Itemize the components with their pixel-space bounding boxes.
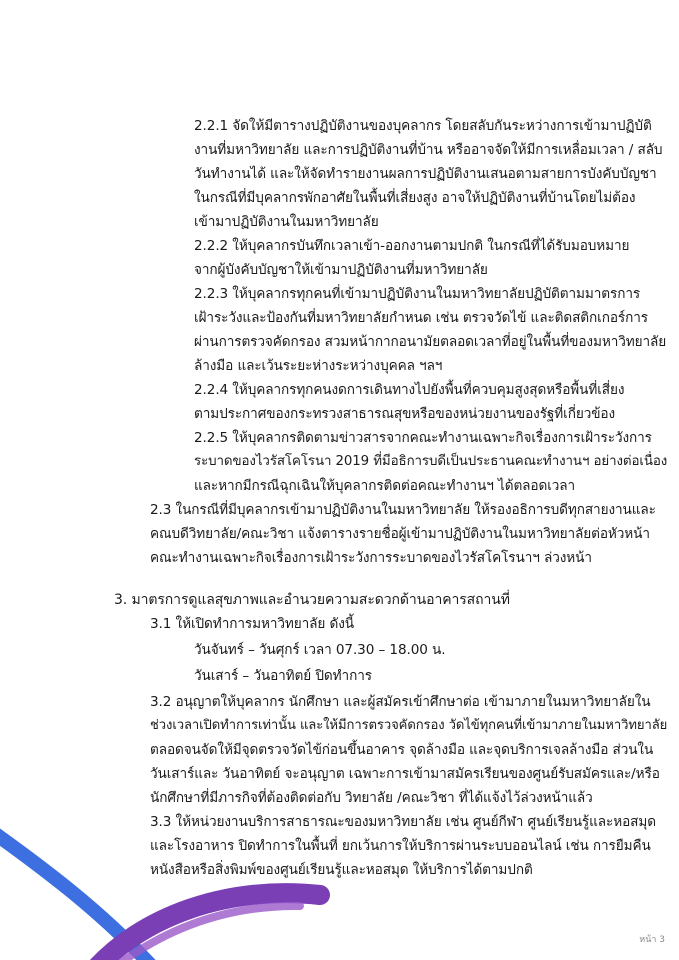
text-line: งานที่มหาวิทยาลัย และการปฏิบัติงานที่บ้าน หรืออาจจัดให้มีการเหลื่อมเวลา / สลับ (194, 142, 663, 158)
text-line: 3.2 อนุญาตให้บุคลากร นักศึกษา และผู้สมัครเข้าศึกษาต่อ เข้ามาภายในมหาวิทยาลัยใน (150, 694, 651, 710)
text-line: 2.3 ในกรณีที่มีบุคลากรเข้ามาปฏิบัติงานในมหาวิทยาลัย ให้รองอธิการบดีทุกสายงานและ (150, 502, 656, 518)
text-line: 2.2.2 ให้บุคลากรบันทึกเวลาเข้า-ออกงานตามปกติ ในกรณีที่ได้รับมอบหมาย (194, 238, 630, 254)
text-line: คณะทำงานเฉพาะกิจเรื่องการเฝ้าระวังการระบาดของไวรัสโคโรนาฯ ล่วงหน้า (150, 550, 592, 566)
swoosh-violet-stroke (105, 906, 300, 960)
text-line: ผ่านการตรวจคัดกรอง สวมหน้ากากอนามัยตลอดเวลาที่อยู่ในพื้นที่ของมหาวิทยาลัย (194, 334, 667, 350)
text-line: และหากมีกรณีฉุกเฉินให้บุคลากรติดต่อคณะทำงานฯ ได้ตลอดเวลา (194, 478, 576, 494)
page-number: หน้า 3 (639, 935, 665, 945)
swoosh-blue-stroke (0, 830, 160, 960)
text-line: วันทำงานได้ และให้จัดทำรายงานผลการปฏิบัติงานเสนอตามสายการบังคับบัญชา (194, 166, 657, 182)
text-line: 3.1 ให้เปิดทำการมหาวิทยาลัย ดังนี้ (150, 616, 354, 632)
swoosh-purple-stroke (90, 893, 320, 960)
text-line: ล้างมือ และเว้นระยะห่างระหว่างบุคคล ฯลฯ (194, 358, 443, 374)
section-heading: 3. มาตรการดูแลสุขภาพและอำนวยความสะดวกด้านอาคารสถานที่ (114, 592, 510, 608)
text-line: นักศึกษาที่มีภารกิจที่ต้องติดต่อกับ วิทยาลัย /คณะวิชา ที่ได้แจ้งไว้ล่วงหน้าแล้ว (150, 790, 593, 806)
text-line: ระบาดของไวรัสโคโรนา 2019 ที่มีอธิการบดีเป็นประธานคณะทำงานฯ อย่างต่อเนื่อง (194, 454, 668, 469)
text-line: คณบดีวิทยาลัย/คณะวิชา แจ้งตารางรายชื่อผู้เข้ามาปฏิบัติงานในมหาวิทยาลัยต่อหัวหน้า (150, 526, 650, 542)
text-line: 2.2.3 ให้บุคลากรทุกคนที่เข้ามาปฏิบัติงานในมหาวิทยาลัยปฏิบัติตามมาตรการ (194, 286, 641, 302)
text-line: และโรงอาหาร ปิดทำการในพื้นที่ ยกเว้นการให้บริการผ่านระบบออนไลน์ เช่น การยืมคืน (150, 838, 651, 854)
text-line: 2.2.4 ให้บุคลากรทุกคนงดการเดินทางไปยังพื้นที่ควบคุมสูงสุดหรือพื้นที่เสี่ยง (194, 382, 625, 398)
text-line: ในกรณีที่มีบุคลากรพักอาศัยในพื้นที่เสี่ยงสูง อาจให้ปฏิบัติงานที่บ้านโดยไม่ต้อง (194, 190, 636, 206)
text-line: ช่วงเวลาเปิดทำการเท่านั้น และให้มีการตรวจคัดกรอง วัดไข้ทุกคนที่เข้ามาภายในมหาวิทยาลัย (150, 718, 668, 733)
text-line: 2.2.5 ให้บุคลากรติดตามข่าวสารจากคณะทำงานเฉพาะกิจเรื่องการเฝ้าระวังการ (194, 430, 652, 446)
text-line: วันจันทร์ – วันศุกร์ เวลา 07.30 – 18.00 น. (194, 642, 446, 658)
text-line: วันเสาร์และ วันอาทิตย์ จะอนุญาต เฉพาะการเข้ามาสมัครเรียนของศูนย์รับสมัครและ/หรือ (150, 766, 660, 782)
text-line: ตามประกาศของกระทรวงสาธารณสุขหรือของหน่วยงานของรัฐที่เกี่ยวข้อง (194, 406, 616, 422)
text-line: วันเสาร์ – วันอาทิตย์ ปิดทำการ (194, 668, 372, 684)
text-line: เฝ้าระวังและป้องกันที่มหาวิทยาลัยกำหนด เช่น ตรวจวัดไข้ และติดสติกเกอร์การ (194, 310, 648, 326)
text-line: หนังสือหรือสิ่งพิมพ์ของศูนย์เรียนรู้และหอสมุด ให้บริการได้ตามปกติ (150, 862, 533, 878)
text-line: ตลอดจนจัดให้มีจุดตรวจวัดไข้ก่อนขึ้นอาคาร จุดล้างมือ และจุดบริการเจลล้างมือ ส่วนใน (150, 742, 654, 758)
text-line: 3.3 ให้หน่วยงานบริการสาธารณะของมหาวิทยาลัย เช่น ศูนย์กีฬา ศูนย์เรียนรู้และหอสมุด (150, 814, 656, 830)
text-line: เข้ามาปฏิบัติงานในมหาวิทยาลัย (194, 214, 379, 230)
text-line: จากผู้บังคับบัญชาให้เข้ามาปฏิบัติงานที่มหาวิทยาลัย (194, 262, 488, 278)
text-line: 2.2.1 จัดให้มีตารางปฏิบัติงานของบุคลากร โดยสลับกันระหว่างการเข้ามาปฏิบัติ (194, 118, 652, 134)
